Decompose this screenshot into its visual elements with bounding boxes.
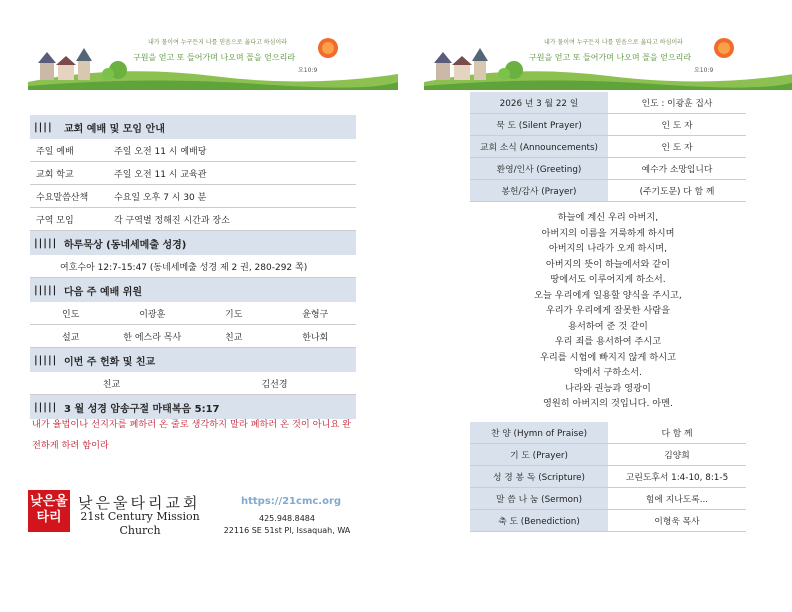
order-row: 봉헌/감사 (Prayer) (주기도문) 다 함 께 bbox=[470, 180, 746, 202]
church-contact bbox=[212, 513, 362, 537]
section-header-meditation: ||||| 하루묵상 (동네세메출 성경) bbox=[30, 231, 356, 255]
section-header-services: |||| 교회 예배 및 모임 안내 bbox=[30, 115, 356, 139]
banner-ref: 요10:9 bbox=[298, 67, 318, 74]
section-header-memory-verse: ||||| 3 월 성경 암송구절 마태복음 5:17 bbox=[30, 395, 356, 419]
section-title: 3 월 성경 암송구절 마태복음 5:17 bbox=[64, 403, 220, 415]
banner-line1-right: 내가 물이여 누구든지 나를 믿음으로 옳다고 하심이라 bbox=[544, 39, 683, 46]
header-banner-right bbox=[424, 34, 792, 90]
order-row: 축 도 (Benediction) 이형욱 목사 bbox=[470, 510, 746, 532]
section-title: 교회 예배 및 모임 안내 bbox=[64, 123, 165, 135]
service-row: 주일 예배 주일 오전 11 시 예배당 bbox=[30, 139, 356, 162]
section-title: 하루묵상 (동네세메출 성경) bbox=[64, 239, 187, 251]
section-header-next-week: ||||| 다음 주 예배 위원 bbox=[30, 278, 356, 302]
section-title: 이번 주 헌화 및 친교 bbox=[64, 356, 156, 368]
banner-line1: 내가 물이여 누구든지 나를 믿음으로 옳다고 하심이라 bbox=[148, 39, 287, 46]
worship-order-top bbox=[470, 92, 746, 202]
fellowship-row: 친교 김선경 bbox=[30, 372, 356, 395]
church-website-link[interactable]: https://21cmc.org bbox=[241, 496, 342, 507]
order-row: 환영/인사 (Greeting) 예수가 소망입니다 bbox=[470, 158, 746, 180]
header-banner-left bbox=[28, 34, 398, 90]
order-row: 찬 양 (Hymn of Praise) 다 함 께 bbox=[470, 422, 746, 444]
service-row: 수요말씀산책 수요일 오후 7 시 30 분 bbox=[30, 185, 356, 208]
church-phone: 425.948.8484 bbox=[259, 514, 315, 523]
section-title: 다음 주 예배 위원 bbox=[64, 286, 143, 298]
lords-prayer: 하늘에 계신 우리 아버지, 아버지의 이름을 거룩하게 하시며 아버지의 나라가 오게 하시며, 아버지의 뜻이 하늘에서와 같이 땅에서도 이루어지게 하소서. 오늘 우리에게 일용할 양식을 주시고, 우리가 우리에게 잘못한 사람을 용서하여 준 것 같이 우리 죄를 용서하여 주시고 우리를 시험에 빠지지 않게 하시고 악에서 구하소서. 나라와 권능과 영광이 영원히 아버지의 것입니다. 아멘. bbox=[534, 212, 682, 409]
church-logo bbox=[28, 490, 70, 532]
order-row: 2026 년 3 월 22 일 인도 : 이광훈 집사 bbox=[470, 92, 746, 114]
order-row: 말 씀 나 눔 (Sermon) 힘에 지나도록... bbox=[470, 488, 746, 510]
order-row: 성 경 봉 독 (Scripture) 고린도후서 1:4-10, 8:1-5 bbox=[470, 466, 746, 488]
church-name-english: 21st Century Mission Church bbox=[80, 510, 200, 537]
service-row: 교회 학교 주일 오전 11 시 교육관 bbox=[30, 162, 356, 185]
banner-line2-right: 구원을 얻고 또 들어가며 나오며 꼴을 얻으리라 bbox=[529, 53, 692, 62]
worship-order-bottom bbox=[470, 422, 746, 532]
meditation-row: 여호수아 12:7-15:47 (동네세메출 성경 제 2 권, 280-292 쪽) bbox=[30, 255, 356, 278]
order-row: 묵 도 (Silent Prayer) 인 도 자 bbox=[470, 114, 746, 136]
church-name-korean: 낮은울타리교회 bbox=[78, 494, 201, 512]
logo-text: 낮은울타리 bbox=[30, 494, 68, 525]
section-header-fellowship: ||||| 이번 주 헌화 및 친교 bbox=[30, 348, 356, 372]
service-row: 구역 모임 각 구역별 정해진 시간과 장소 bbox=[30, 208, 356, 231]
next-week-row: 설교 한 에스라 목사 친교 한나회 bbox=[30, 325, 356, 348]
church-address: 22116 SE 51st Pl, Issaquah, WA bbox=[223, 526, 351, 535]
banner-ref-right: 요10:9 bbox=[694, 67, 714, 74]
banner-line2: 구원을 얻고 또 들어가며 나오며 꼴을 얻으리라 bbox=[133, 53, 296, 62]
memory-verse-text: 내가 율법이나 선지자를 폐하러 온 줄로 생각하지 말라 폐하러 온 것이 아니요 완전하게 하려 함이라 bbox=[32, 419, 352, 451]
order-row: 기 도 (Prayer) 김양희 bbox=[470, 444, 746, 466]
left-info-table bbox=[30, 115, 356, 419]
order-row: 교회 소식 (Announcements) 인 도 자 bbox=[470, 136, 746, 158]
next-week-row: 인도 이광훈 기도 윤형구 bbox=[30, 302, 356, 325]
